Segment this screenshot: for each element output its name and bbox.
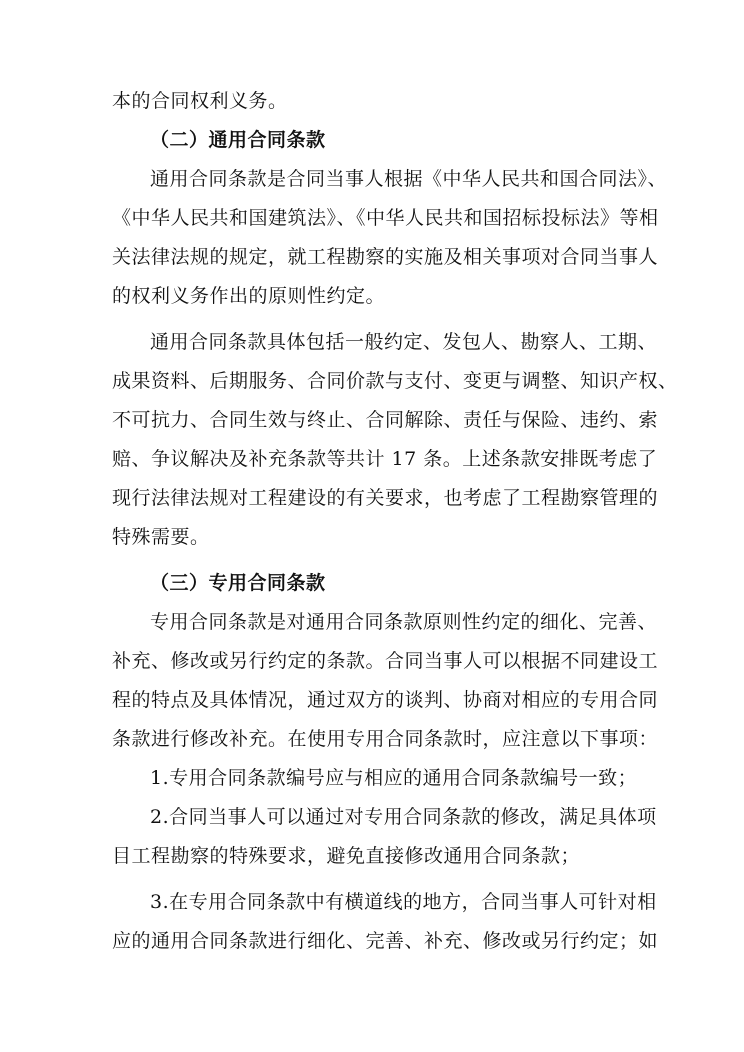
text-line: 专用合同条款是对通用合同条款原则性约定的细化、完善、 xyxy=(150,611,658,633)
document-body xyxy=(112,82,678,961)
text-line: 3.在专用合同条款中有横道线的地方，合同当事人可针对相 xyxy=(150,891,657,913)
text-line: 应的通用合同条款进行细化、完善、补充、修改或另行约定；如 xyxy=(112,930,659,952)
text-line: 补充、修改或另行约定的条款。合同当事人可以根据不同建设工 xyxy=(112,650,659,672)
list-item-1 xyxy=(112,759,638,798)
text-line: 目工程勘察的特殊要求，避免直接修改通用合同条款； xyxy=(112,845,581,867)
text-line: 本的合同权利义务。 xyxy=(112,90,288,112)
section-heading-special-terms: （三）专用合同条款 xyxy=(150,572,326,594)
text-line: 2.合同当事人可以通过对专用合同条款的修改，满足具体项 xyxy=(150,806,657,828)
paragraph-general-terms-definition xyxy=(112,160,668,316)
section-heading-general-terms: （二）通用合同条款 xyxy=(150,129,326,151)
text-line: 现行法律法规对工程建设的有关要求，也考虑了工程勘察管理的 xyxy=(112,487,659,509)
text-line: 《中华人民共和国建筑法》、《中华人民共和国招标投标法》等相 xyxy=(112,207,659,229)
text-line: 条款进行修改补充。在使用专用合同条款时，应注意以下事项： xyxy=(112,728,659,750)
text-line: 特殊需要。 xyxy=(112,526,210,548)
text-line: 通用合同条款是合同当事人根据《中华人民共和国合同法》、 xyxy=(150,168,668,190)
text-line: 1.专用合同条款编号应与相应的通用合同条款编号一致； xyxy=(150,767,638,789)
paragraph-special-terms-definition xyxy=(112,603,659,759)
paragraph-general-terms-contents xyxy=(112,323,678,557)
text-line: 的权利义务作出的原则性约定。 xyxy=(112,285,386,307)
text-line: 成果资料、后期服务、合同价款与支付、变更与调整、知识产权、 xyxy=(112,370,678,392)
text-line: 通用合同条款具体包括一般约定、发包人、勘察人、工期、 xyxy=(150,331,658,353)
text-line: 程的特点及具体情况，通过双方的谈判、协商对相应的专用合同 xyxy=(112,689,659,711)
text-line: 关法律法规的规定，就工程勘察的实施及相关事项对合同当事人 xyxy=(112,246,659,268)
list-item-3 xyxy=(112,883,659,961)
text-line: 赔、争议解决及补充条款等共计 17 条。上述条款安排既考虑了 xyxy=(112,448,658,470)
text-line: 不可抗力、合同生效与终止、合同解除、责任与保险、违约、索 xyxy=(112,409,659,431)
list-item-2 xyxy=(112,798,657,876)
